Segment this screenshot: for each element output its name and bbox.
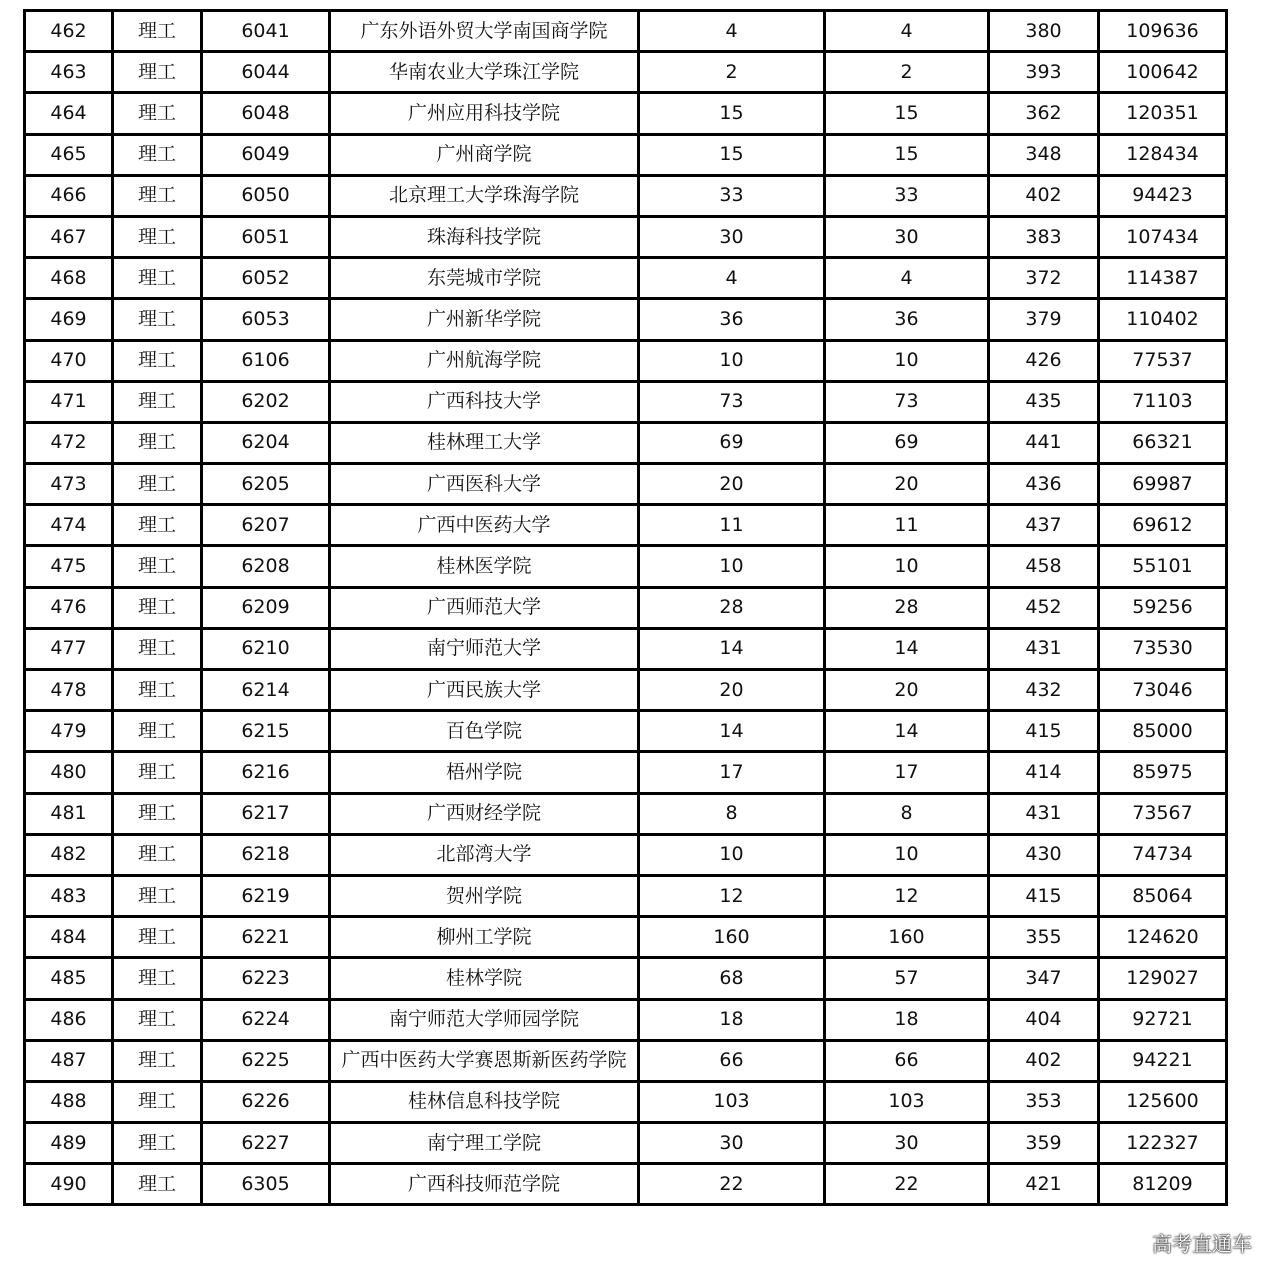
min-rank-cell: 85064 [1099,875,1227,916]
min-score-cell: 415 [989,875,1099,916]
school-code-cell: 6223 [202,958,330,999]
category-cell: 理工 [113,958,202,999]
school-code-cell: 6214 [202,670,330,711]
min-score-cell: 383 [989,216,1099,257]
category-cell: 理工 [113,505,202,546]
table-row [25,711,1227,752]
min-rank-cell: 110402 [1099,299,1227,340]
plan-count-cell: 30 [639,1123,825,1164]
min-score-cell: 441 [989,422,1099,463]
row-number-cell: 473 [25,464,113,505]
admitted-count-cell: 33 [825,175,989,216]
row-number-cell: 462 [25,11,113,52]
row-number-cell: 468 [25,258,113,299]
school-code-cell: 6218 [202,834,330,875]
category-cell: 理工 [113,628,202,669]
plan-count-cell: 20 [639,464,825,505]
row-number-cell: 488 [25,1081,113,1122]
row-number-cell: 466 [25,175,113,216]
school-name-cell: 珠海科技学院 [330,216,639,257]
row-number-cell: 472 [25,422,113,463]
min-rank-cell: 122327 [1099,1123,1227,1164]
category-cell: 理工 [113,175,202,216]
table-row [25,628,1227,669]
category-cell: 理工 [113,587,202,628]
min-score-cell: 372 [989,258,1099,299]
plan-count-cell: 4 [639,258,825,299]
min-score-cell: 414 [989,752,1099,793]
school-name-cell: 梧州学院 [330,752,639,793]
row-number-cell: 490 [25,1164,113,1205]
table-row [25,52,1227,93]
plan-count-cell: 10 [639,546,825,587]
school-code-cell: 6052 [202,258,330,299]
category-cell: 理工 [113,93,202,134]
category-cell: 理工 [113,422,202,463]
school-code-cell: 6227 [202,1123,330,1164]
plan-count-cell: 2 [639,52,825,93]
plan-count-cell: 73 [639,381,825,422]
school-name-cell: 南宁师范大学 [330,628,639,669]
min-score-cell: 437 [989,505,1099,546]
school-name-cell: 桂林医学院 [330,546,639,587]
school-name-cell: 东莞城市学院 [330,258,639,299]
school-code-cell: 6048 [202,93,330,134]
plan-count-cell: 33 [639,175,825,216]
row-number-cell: 485 [25,958,113,999]
min-rank-cell: 74734 [1099,834,1227,875]
school-name-cell: 广西民族大学 [330,670,639,711]
min-rank-cell: 73530 [1099,628,1227,669]
row-number-cell: 467 [25,216,113,257]
school-code-cell: 6041 [202,11,330,52]
min-score-cell: 347 [989,958,1099,999]
school-code-cell: 6221 [202,917,330,958]
row-number-cell: 476 [25,587,113,628]
school-code-cell: 6202 [202,381,330,422]
row-number-cell: 484 [25,917,113,958]
admitted-count-cell: 17 [825,752,989,793]
plan-count-cell: 36 [639,299,825,340]
row-number-cell: 465 [25,134,113,175]
plan-count-cell: 15 [639,134,825,175]
admitted-count-cell: 18 [825,999,989,1040]
school-name-cell: 桂林理工大学 [330,422,639,463]
school-name-cell: 华南农业大学珠江学院 [330,52,639,93]
admitted-count-cell: 28 [825,587,989,628]
school-code-cell: 6106 [202,340,330,381]
row-number-cell: 463 [25,52,113,93]
category-cell: 理工 [113,299,202,340]
school-name-cell: 南宁师范大学师园学院 [330,999,639,1040]
row-number-cell: 479 [25,711,113,752]
admitted-count-cell: 10 [825,834,989,875]
admitted-count-cell: 22 [825,1164,989,1205]
min-rank-cell: 129027 [1099,958,1227,999]
plan-count-cell: 30 [639,216,825,257]
table-row [25,546,1227,587]
min-rank-cell: 59256 [1099,587,1227,628]
row-number-cell: 486 [25,999,113,1040]
table-row [25,258,1227,299]
plan-count-cell: 28 [639,587,825,628]
category-cell: 理工 [113,1164,202,1205]
category-cell: 理工 [113,381,202,422]
school-code-cell: 6208 [202,546,330,587]
category-cell: 理工 [113,1040,202,1081]
min-score-cell: 362 [989,93,1099,134]
min-rank-cell: 66321 [1099,422,1227,463]
plan-count-cell: 15 [639,93,825,134]
plan-count-cell: 17 [639,752,825,793]
min-score-cell: 402 [989,175,1099,216]
min-rank-cell: 92721 [1099,999,1227,1040]
row-number-cell: 487 [25,1040,113,1081]
min-rank-cell: 85000 [1099,711,1227,752]
school-name-cell: 广州商学院 [330,134,639,175]
category-cell: 理工 [113,546,202,587]
category-cell: 理工 [113,670,202,711]
category-cell: 理工 [113,11,202,52]
min-score-cell: 359 [989,1123,1099,1164]
table-row [25,958,1227,999]
table-row [25,875,1227,916]
table-row [25,422,1227,463]
min-rank-cell: 94221 [1099,1040,1227,1081]
table-row [25,999,1227,1040]
min-score-cell: 415 [989,711,1099,752]
min-rank-cell: 107434 [1099,216,1227,257]
school-code-cell: 6216 [202,752,330,793]
min-score-cell: 380 [989,11,1099,52]
admitted-count-cell: 4 [825,11,989,52]
school-name-cell: 广西财经学院 [330,793,639,834]
admitted-count-cell: 15 [825,134,989,175]
min-rank-cell: 124620 [1099,917,1227,958]
row-number-cell: 482 [25,834,113,875]
school-code-cell: 6051 [202,216,330,257]
min-rank-cell: 100642 [1099,52,1227,93]
category-cell: 理工 [113,999,202,1040]
row-number-cell: 483 [25,875,113,916]
school-name-cell: 广西中医药大学 [330,505,639,546]
admitted-count-cell: 20 [825,464,989,505]
school-code-cell: 6305 [202,1164,330,1205]
admitted-count-cell: 8 [825,793,989,834]
category-cell: 理工 [113,258,202,299]
min-score-cell: 393 [989,52,1099,93]
row-number-cell: 470 [25,340,113,381]
school-code-cell: 6049 [202,134,330,175]
admitted-count-cell: 30 [825,1123,989,1164]
min-rank-cell: 69612 [1099,505,1227,546]
row-number-cell: 475 [25,546,113,587]
admitted-count-cell: 57 [825,958,989,999]
school-code-cell: 6226 [202,1081,330,1122]
min-rank-cell: 114387 [1099,258,1227,299]
plan-count-cell: 66 [639,1040,825,1081]
school-name-cell: 广西医科大学 [330,464,639,505]
school-code-cell: 6207 [202,505,330,546]
school-name-cell: 广西科技大学 [330,381,639,422]
school-name-cell: 柳州工学院 [330,917,639,958]
category-cell: 理工 [113,834,202,875]
min-score-cell: 432 [989,670,1099,711]
plan-count-cell: 8 [639,793,825,834]
admitted-count-cell: 15 [825,93,989,134]
admitted-count-cell: 14 [825,711,989,752]
min-rank-cell: 85975 [1099,752,1227,793]
admitted-count-cell: 10 [825,546,989,587]
min-rank-cell: 109636 [1099,11,1227,52]
plan-count-cell: 11 [639,505,825,546]
school-name-cell: 广西中医药大学赛恩斯新医药学院 [330,1040,639,1081]
school-name-cell: 广州新华学院 [330,299,639,340]
table-row [25,1081,1227,1122]
school-name-cell: 北部湾大学 [330,834,639,875]
category-cell: 理工 [113,793,202,834]
admitted-count-cell: 20 [825,670,989,711]
admitted-count-cell: 36 [825,299,989,340]
admitted-count-cell: 30 [825,216,989,257]
min-score-cell: 452 [989,587,1099,628]
category-cell: 理工 [113,752,202,793]
plan-count-cell: 68 [639,958,825,999]
school-name-cell: 桂林信息科技学院 [330,1081,639,1122]
table-row [25,340,1227,381]
min-rank-cell: 73046 [1099,670,1227,711]
min-score-cell: 431 [989,793,1099,834]
school-code-cell: 6209 [202,587,330,628]
school-code-cell: 6217 [202,793,330,834]
school-code-cell: 6224 [202,999,330,1040]
admitted-count-cell: 11 [825,505,989,546]
school-code-cell: 6044 [202,52,330,93]
table-row [25,299,1227,340]
table-row [25,1123,1227,1164]
table-row [25,752,1227,793]
table-row [25,464,1227,505]
category-cell: 理工 [113,340,202,381]
min-rank-cell: 73567 [1099,793,1227,834]
admitted-count-cell: 12 [825,875,989,916]
admitted-count-cell: 160 [825,917,989,958]
table-row [25,11,1227,52]
table-row [25,134,1227,175]
school-name-cell: 广西师范大学 [330,587,639,628]
plan-count-cell: 14 [639,711,825,752]
plan-count-cell: 12 [639,875,825,916]
min-score-cell: 348 [989,134,1099,175]
school-code-cell: 6219 [202,875,330,916]
school-code-cell: 6050 [202,175,330,216]
min-score-cell: 402 [989,1040,1099,1081]
table-row [25,381,1227,422]
min-rank-cell: 125600 [1099,1081,1227,1122]
min-score-cell: 355 [989,917,1099,958]
min-score-cell: 404 [989,999,1099,1040]
table-row [25,505,1227,546]
min-rank-cell: 77537 [1099,340,1227,381]
row-number-cell: 464 [25,93,113,134]
plan-count-cell: 22 [639,1164,825,1205]
school-code-cell: 6210 [202,628,330,669]
plan-count-cell: 160 [639,917,825,958]
min-rank-cell: 120351 [1099,93,1227,134]
table-row [25,834,1227,875]
school-name-cell: 百色学院 [330,711,639,752]
row-number-cell: 474 [25,505,113,546]
min-score-cell: 379 [989,299,1099,340]
category-cell: 理工 [113,52,202,93]
category-cell: 理工 [113,464,202,505]
table-row [25,670,1227,711]
plan-count-cell: 18 [639,999,825,1040]
school-name-cell: 北京理工大学珠海学院 [330,175,639,216]
table-row [25,1164,1227,1205]
table-row [25,216,1227,257]
category-cell: 理工 [113,917,202,958]
admitted-count-cell: 73 [825,381,989,422]
category-cell: 理工 [113,134,202,175]
row-number-cell: 477 [25,628,113,669]
plan-count-cell: 69 [639,422,825,463]
school-name-cell: 广西科技师范学院 [330,1164,639,1205]
min-rank-cell: 55101 [1099,546,1227,587]
min-score-cell: 430 [989,834,1099,875]
plan-count-cell: 10 [639,340,825,381]
table-row [25,93,1227,134]
table-body [25,11,1227,1205]
plan-count-cell: 10 [639,834,825,875]
plan-count-cell: 20 [639,670,825,711]
min-rank-cell: 94423 [1099,175,1227,216]
min-score-cell: 353 [989,1081,1099,1122]
school-name-cell: 贺州学院 [330,875,639,916]
category-cell: 理工 [113,875,202,916]
table-row [25,175,1227,216]
school-code-cell: 6204 [202,422,330,463]
min-rank-cell: 71103 [1099,381,1227,422]
plan-count-cell: 103 [639,1081,825,1122]
row-number-cell: 480 [25,752,113,793]
row-number-cell: 469 [25,299,113,340]
table-row [25,587,1227,628]
category-cell: 理工 [113,216,202,257]
min-score-cell: 421 [989,1164,1099,1205]
admission-table [23,9,1228,1206]
admitted-count-cell: 10 [825,340,989,381]
row-number-cell: 478 [25,670,113,711]
school-code-cell: 6215 [202,711,330,752]
school-name-cell: 广州航海学院 [330,340,639,381]
min-score-cell: 436 [989,464,1099,505]
table-row [25,917,1227,958]
min-score-cell: 435 [989,381,1099,422]
school-name-cell: 广州应用科技学院 [330,93,639,134]
row-number-cell: 489 [25,1123,113,1164]
admitted-count-cell: 4 [825,258,989,299]
admitted-count-cell: 69 [825,422,989,463]
plan-count-cell: 4 [639,11,825,52]
min-rank-cell: 128434 [1099,134,1227,175]
school-name-cell: 南宁理工学院 [330,1123,639,1164]
min-rank-cell: 69987 [1099,464,1227,505]
min-rank-cell: 81209 [1099,1164,1227,1205]
school-code-cell: 6225 [202,1040,330,1081]
school-name-cell: 广东外语外贸大学南国商学院 [330,11,639,52]
min-score-cell: 426 [989,340,1099,381]
row-number-cell: 471 [25,381,113,422]
plan-count-cell: 14 [639,628,825,669]
watermark: 高考直通车 [1152,1232,1252,1256]
admitted-count-cell: 14 [825,628,989,669]
school-name-cell: 桂林学院 [330,958,639,999]
table-row [25,1040,1227,1081]
row-number-cell: 481 [25,793,113,834]
admitted-count-cell: 66 [825,1040,989,1081]
school-code-cell: 6205 [202,464,330,505]
school-code-cell: 6053 [202,299,330,340]
table-row [25,793,1227,834]
min-score-cell: 431 [989,628,1099,669]
category-cell: 理工 [113,1081,202,1122]
admitted-count-cell: 2 [825,52,989,93]
category-cell: 理工 [113,711,202,752]
admitted-count-cell: 103 [825,1081,989,1122]
min-score-cell: 458 [989,546,1099,587]
category-cell: 理工 [113,1123,202,1164]
